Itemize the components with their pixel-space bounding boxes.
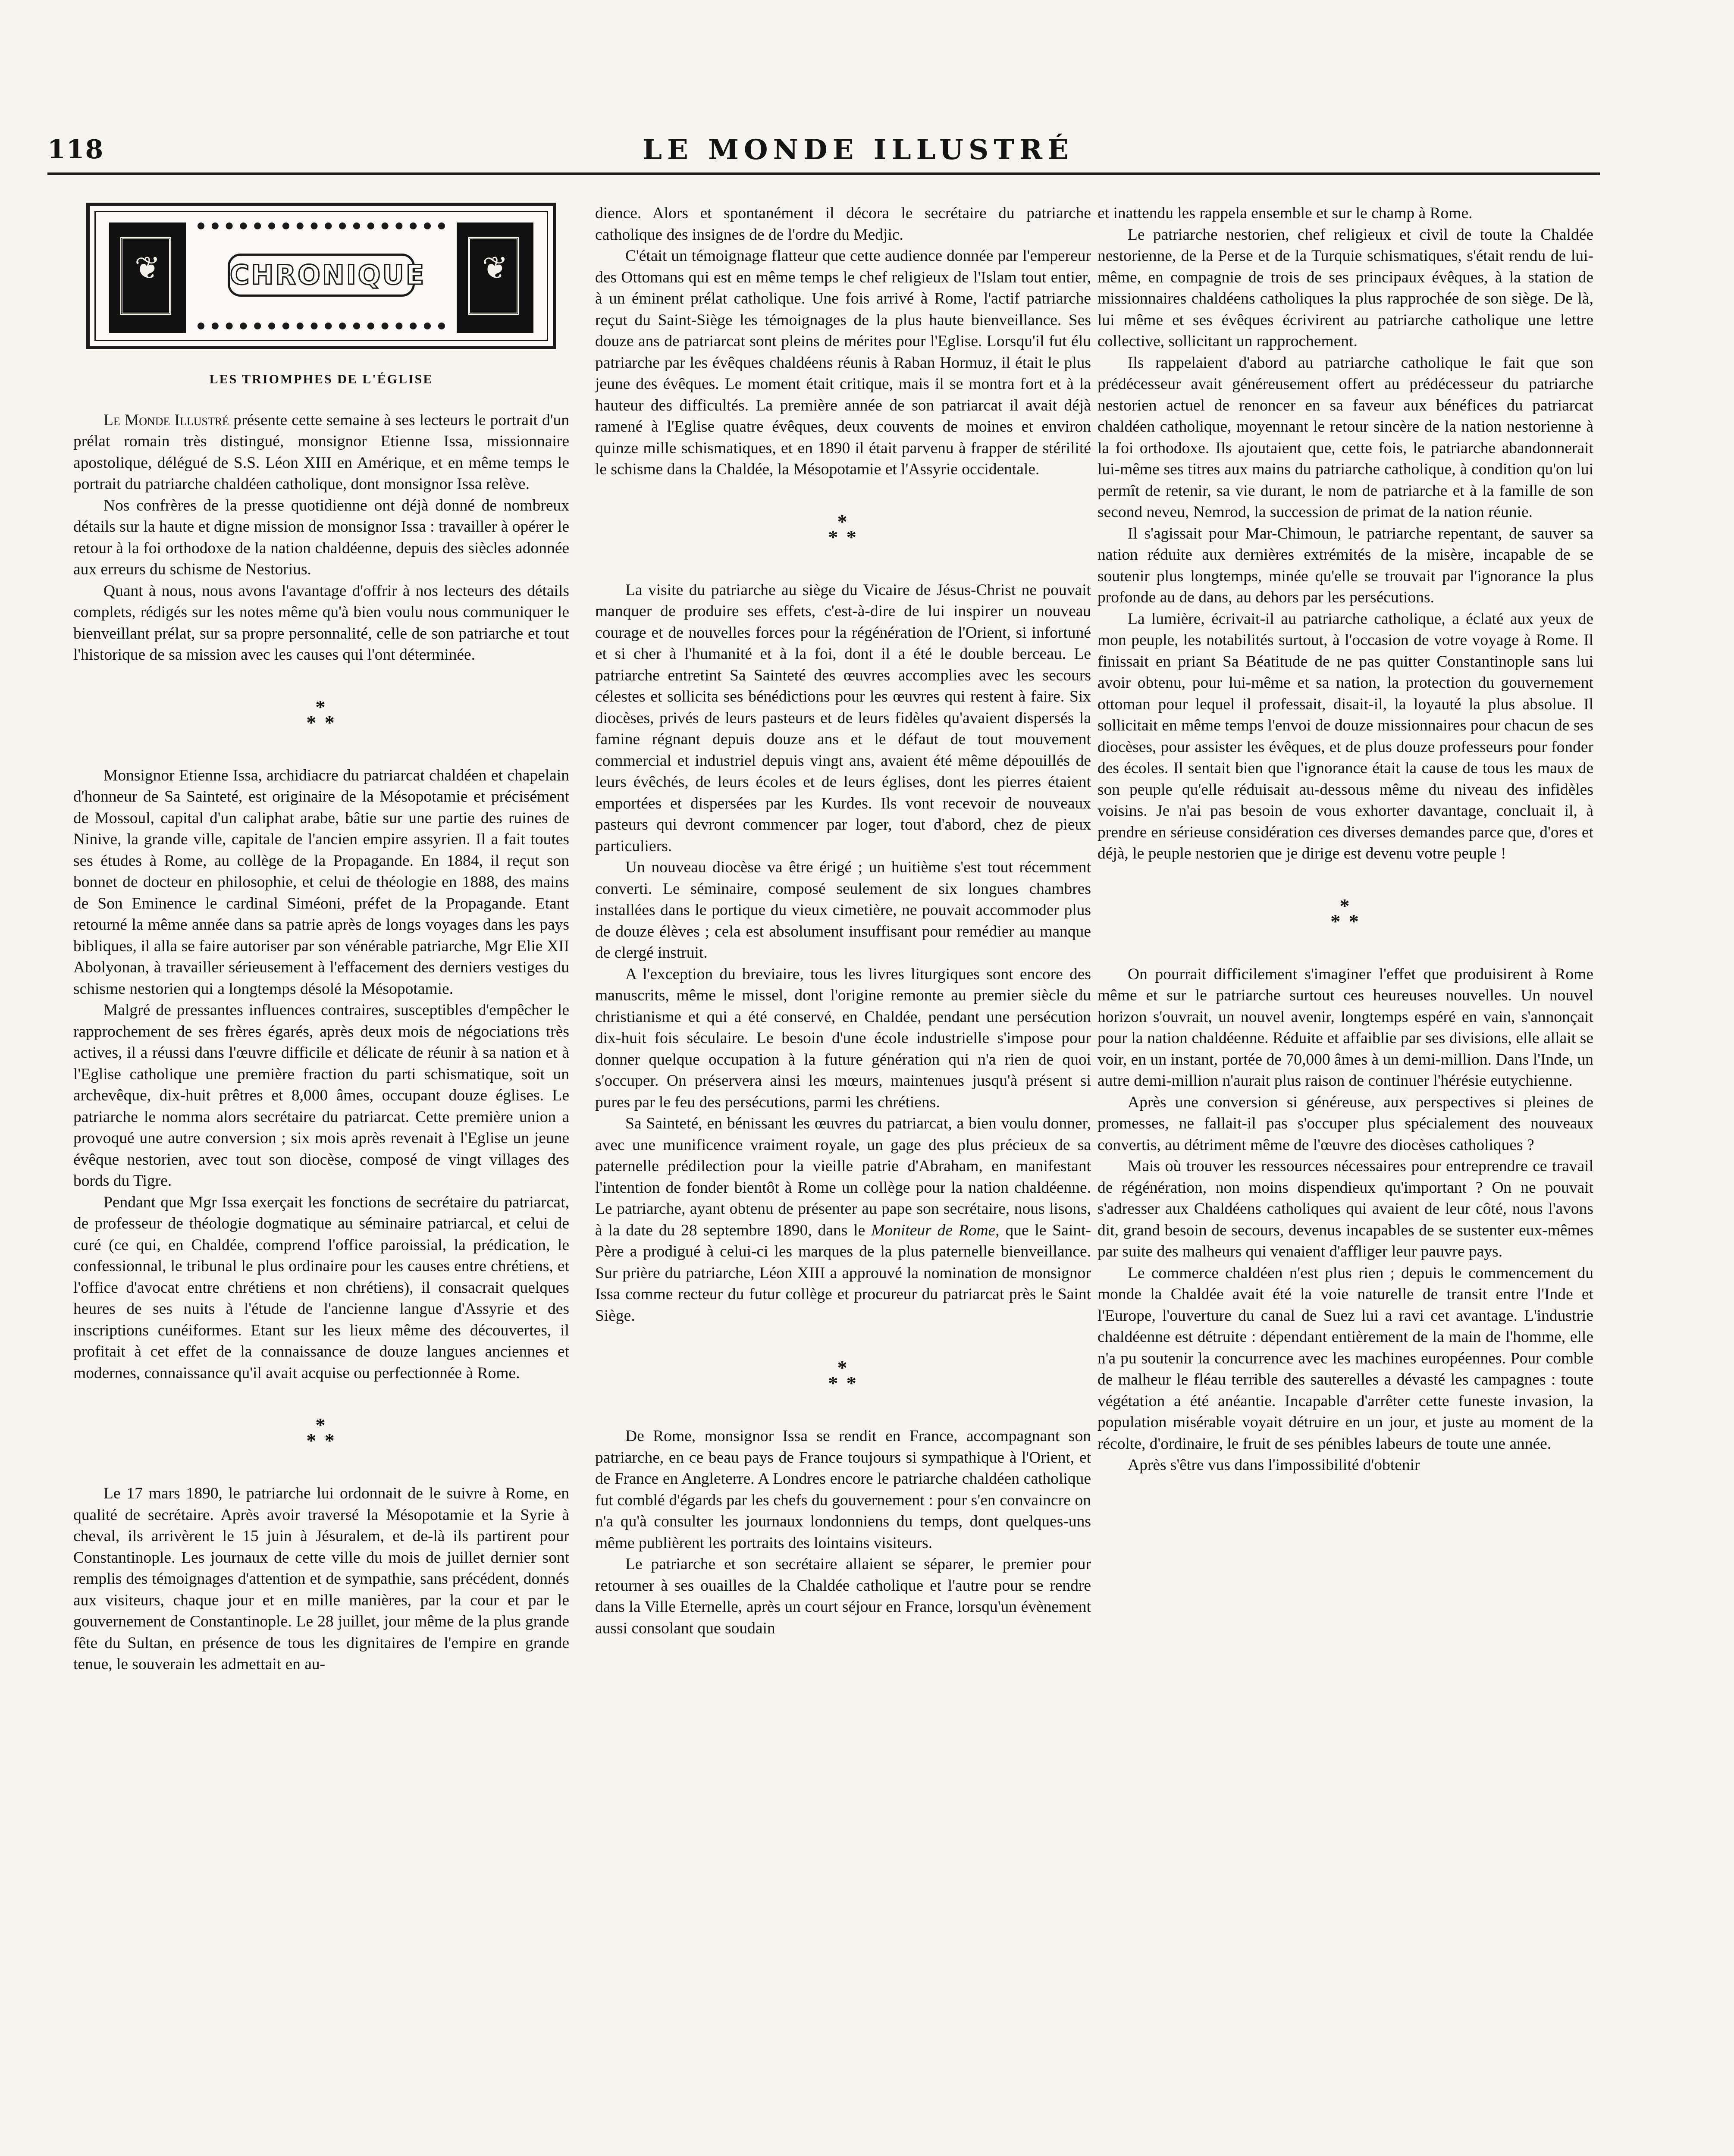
chronique-banner xyxy=(86,203,556,349)
journal-title: LE MONDE ILLUSTRÉ xyxy=(643,134,1074,166)
paragraph: On pourrait difficilement s'imaginer l'effet que produisirent à Rome même et sur le patriarche surtout ces heureuses nouvelles. Un nouvel horizon s'ouvrait, un nouvel avenir, longtemps espéré en vain, s'annonçait pour la nation chaldéenne. Réduite et affaiblie par ses divisions, elle allait se voir, en un instant, portée de 70,000 âmes à un demi-million. Dans l'Inde, un autre demi-million n'aurait plus raison de continuer l'hérésie eutychienne. xyxy=(1097,965,1593,1090)
asterism-divider: * * * xyxy=(306,696,336,733)
paragraph: Après s'être vus dans l'impossibilité d'obtenir xyxy=(1128,1456,1420,1474)
paragraph: Le Monde Illustré présente cette semaine à ses lecteurs le portrait d'un prélat romain très distingué, monsignor Etienne Issa, missionnaire apostolique, délégué de S.S. Léon XIII en Amérique, et en même temps le portrait du patriarche chaldéen catholique, dont monsignor Issa relève. xyxy=(73,411,570,493)
paragraph: Le commerce chaldéen n'est plus rien ; depuis le commencement du monde la Chaldée avait été la voie naturelle de transit entre l'Inde et l'Europe, l'ouverture du canal de Suez lui a ravi cet avantage. L'industrie chaldéenne est détruite : dépendant entièrement de la main de l'homme, elle n'a pu soutenir la concurrence avec les machines européennes. Pour comble de malheur le fléau terrible des sauterelles a dévasté les campagnes : toute végétation a été anéantie. Incapable d'arrêter cette funeste invasion, la population misérable voyait détruire en un jour, et juste au moment de la récolte, d'ordinaire, le fruit de ses pénibles labeurs de toute une année. xyxy=(1097,1264,1593,1453)
journal-name: Le Monde Illustré xyxy=(103,411,229,429)
paragraph: De Rome, monsignor Issa se rendit en France, accompagnant son patriarche, en ce beau pays de France toujours si sympathique à l'Orient, et de France en Angleterre. A Londres encore le patriarche chaldéen catholique fut comblé d'égards par les chefs du gouvernement : pour s'en convaincre on n'a qu'à consulter les journaux londonniens du temps, dont quelques-uns même publièrent les portraits des lointains visiteurs. xyxy=(595,1427,1091,1552)
paragraph: Monsignor Etienne Issa, archidiacre du patriarcat chaldéen et chapelain d'honneur de Sa Sainteté, est originaire de la Mésopotamie et précisément de Mossoul, capital d'un caliphat arabe, bâtie sur une partie des ruines de Ninive, la grande ville, capitale de l'ancien empire assyrien. Il a fait toutes ses études à Rome, au collège de la Propagande. En 1884, il reçut son bonnet de docteur en philosophie, et celui de théologie en 1888, des mains de Son Eminence le cardinal Siméoni, préfet de la Propagande. Etant retourné la même année dans sa patrie après de longs voyages dans les pays bibliques, il alla se faire autoriser par son vénérable patriarche, Mgr Elie XII Abolyonan, à travailler sérieusement à l'effacement des derniers vestiges du schisme nestorien qui a longtemps désolé la Mésopotamie. xyxy=(73,766,569,998)
asterism-divider: * * * xyxy=(1330,894,1361,932)
paragraph: Quant à nous, nous avons l'avantage d'offrir à nos lecteurs des détails complets, rédigés sur les notes même qu'à bien voulu nous communiquer le bienveillant prélat, sur sa propre personnalité, celle de son patriarche et tout l'historique de sa mission avec les causes qui l'ont déterminée. xyxy=(73,582,569,664)
paragraph: C'était un témoignage flatteur que cette audience donnée par l'empereur des Ottomans qui est en même temps le chef religieux de l'Islam tout entier, à un éminent prélat catholique. Une fois arrivé à Rome, l'actif patriarche reçut du Saint-Siège les témoignages de la plus haute bienveillance. Ses douze ans de patriarcat sont pleins de mérites pour l'Eglise. Lorsqu'il fut élu patriarche par les évêques chaldéens réunis à Raban Hormuz, il était le plus jeune des évêques. Le moment était critique, mais il se montra fort et à la hauteur des difficultés. La première année de son patriarcat il avait déjà ramené à l'Eglise quatre évêques, deux couvents de moines et environ quinze mille schismatiques, et en 1890 il était parvenu à frapper de stérilité le schisme dans la Chaldée, la Mésopotamie et l'Assyrie occidentale. xyxy=(595,247,1091,478)
page-header xyxy=(47,134,1600,175)
paragraph: dience. Alors et spontanément il décora le secrétaire du patriarche catholique des insignes de de l'ordre du Medjic. xyxy=(595,204,1091,244)
article-column-2 xyxy=(595,203,1091,2156)
paragraph: Le patriarche et son secrétaire allaient se séparer, le premier pour retourner à ses ouailles de la Chaldée catholique et l'autre pour se rendre dans la Ville Eternelle, après un court séjour en France, lorsqu'un évènement aussi consolant que soudain xyxy=(595,1555,1091,1637)
banner-ornament-left xyxy=(109,222,186,333)
paragraph: Un nouveau diocèse va être érigé ; un huitième s'est tout récemment converti. Le séminaire, composé seulement de six longues chambres installées dans le portique du vieux cimetière, ne pouvait accommoder plus de douze élèves ; cela est absolument insuffisant pour remédier au manque de clergé instruit. xyxy=(595,859,1091,962)
asterism-divider: * * * xyxy=(828,1357,858,1394)
paragraph: La visite du patriarche au siège du Vicaire de Jésus-Christ ne pouvait manquer de produire ses effets, c'est-à-dire de lui inspirer un nouveau courage et de nouvelles forces pour la régénération de l'Orient, si infortuné et si cher à l'humanité et à la foi, dont il a été le double berceau. Le patriarche entretint Sa Sainteté des œuvres accomplies avec les secours célestes et sollicita ses bénédictions pour les œuvres qui restent à faire. Six diocèses, privés de leurs pasteurs et de leurs fidèles qu'avaient dispersés la famine régnant depuis douze ans et le défaut de tout mouvement commercial et industriel depuis vingt ans, avaient été même dépouillés de leurs évêchés, de leurs écoles et de leurs églises, dont les pierres étaient emportées et dispersées par les Kurdes. Ils vont recevoir de nouveaux pasteurs qui devront commencer par loger, tout d'abord, chez de pieux particuliers. xyxy=(595,581,1091,855)
wreath-ornament-icon: ❦ xyxy=(482,251,508,285)
asterism-divider: * * * xyxy=(828,510,858,548)
paragraph: Le 17 mars 1890, le patriarche lui ordonnait de le suivre à Rome, en qualité de secrétaire. Après avoir traversé la Mésopotamie et la Syrie à cheval, ils arrivèrent le 15 juin à Jésuralem, et de-là ils partirent pour Constantinople. Les journaux de cette ville du mois de juillet dernier sont remplis des témoignages d'attention et de sympathie, sans précédent, donnés aux visiteurs, chaque jour et en mille manières, par la cour et par le gouvernement de Constantinople. Le 28 juillet, jour même de la plus grande fête du Sultan, en présence de tous les dignitaires de l'empire en grande tenue, le souverain les admettait en au- xyxy=(73,1485,569,1673)
page-number: 118 xyxy=(47,135,104,165)
banner-title: CHRONIQUE xyxy=(230,259,426,291)
asterism-divider: * * * xyxy=(306,1414,336,1451)
paragraph: Mais où trouver les ressources nécessaires pour entreprendre ce travail de régénération, non moins dispendieux qu'important ? On ne pouvait s'adresser aux Chaldéens catholiques qui avaient de leur côté, nous l'avons dit, grand besoin de secours, devenus incapables de se sustenter eux-mêmes par suite des malheurs qui venaient d'affliger leur pauvre pays. xyxy=(1097,1157,1593,1260)
paragraph: Malgré de pressantes influences contraires, susceptibles d'empêcher le rapprochement de ses frères égarés, après deux mois de négociations très actives, il a réussi dans l'œuvre difficile et délicate de réunir à sa nation et à l'Eglise catholique une première fraction du parti schismatique, soit un archevêque, dix-huit prêtres et 8,000 âmes, occupant douze églises. Le patriarche le nomma alors secrétaire du patriarcat. Cette première union a provoqué une autre conversion ; six mois après revenait à l'Eglise un jeune évêque nestorien, avec tout son diocèse, composé de vingt villages des bords du Tigre. xyxy=(73,1001,569,1190)
wreath-ornament-icon: ❦ xyxy=(134,251,161,285)
banner-ornament-right xyxy=(457,222,533,333)
paragraph: Pendant que Mgr Issa exerçait les fonctions de secrétaire du patriarcat, de professeur de théologie dogmatique au séminaire patriarcal, et celui de curé (ce qui, en Chaldée, comprend l'office paroissial, la prédication, le confessionnal, le tribunal le plus ordinaire pour les causes entre chrétiens, et l'office d'avocat entre chrétiens et non chrétiens), il consacrait quelques heures de ses nuits à l'étude de l'ancienne langue d'Assyrie et des inscriptions cunéiformes. Etant sur les lieux même des découvertes, il profitait à cet effet de la connaissance de douze langues anciennes et modernes, connaissance qu'il avait acquise ou perfectionnée à Rome. xyxy=(73,1193,569,1382)
paragraph: A l'exception du breviaire, tous les livres liturgiques sont encore des manuscrits, même le missel, dont l'origine remonte au premier siècle du christianisme et qui a été conservé, en Chaldée, pendant une persécution dix-huit fois séculaire. Le besoin d'une école industrielle s'impose pour donner quelque occupation à la future génération qui n'a rien de quoi s'occuper. On préservera ainsi les mœurs, maintenues jusqu'à présent si pures par le feu des persécutions, parmi les chrétiens. xyxy=(595,965,1091,1111)
newspaper-title: Moniteur de Rome xyxy=(871,1221,996,1239)
paragraph: La lumière, écrivait-il au patriarche catholique, a éclaté aux yeux de mon peuple, les notabilités surtout, à l'occasion de votre voyage à Rome. Il finissait en priant Sa Béatitude de ne pas quitter Constantinople sans lui avoir obtenu, pour lui-même et sa nation, la protection du gouvernement ottoman pour lequel il professait, disait-il, la loyauté la plus absolue. Il sollicitait en même temps l'envoi de douze missionnaires pour chacun de ses diocèses, pour assister les évêques, et de plus douze professeurs pour fonder des écoles. Il sentait bien que l'ignorance était la cause de tous les maux de son peuple qu'elle réduisait au-dessous même du niveau des infidèles voisins. Je n'ai pas besoin de vous exhorter davantage, concluait il, à prendre en sérieuse considération ces diverses demandes parce que, d'ores et déjà, le peuple nestorien que je dirige est devenu votre peuple ! xyxy=(1097,610,1593,862)
banner-title-box xyxy=(228,254,426,297)
paragraph: et inattendu les rappela ensemble et sur le champ à Rome. xyxy=(1097,204,1473,222)
paragraph: Nos confrères de la presse quotidienne ont déjà donné de nombreux détails sur la haute et digne mission de monsignor Issa : travailler à opérer le retour à la foi orthodoxe de la nation chaldéenne, depuis des siècles adonnée aux erreurs du schisme de Nestorius. xyxy=(73,496,569,578)
paragraph: Le patriarche nestorien, chef religieux et civil de toute la Chaldée nestorienne, de la Perse et de la Turquie schismatiques, s'était rendu de lui-même, en compagnie de trois de ses principaux évêques, à la station de missionnaires chaldéens catholiques la plus rapprochée de son siège. De là, lui même et ses évêques écrivirent au patriarche catholique une lettre collective, sollicitant un rapprochement. xyxy=(1097,226,1593,350)
article-column-3 xyxy=(1097,203,1593,2156)
article-column-1 xyxy=(73,203,569,2156)
paragraph: Ils rappelaient d'abord au patriarche catholique le fait que son prédécesseur avait généreusement offert au prédécesseur du patriarche nestorien actuel de renoncer en sa faveur aux bénéfices du patriarcat chaldéen catholique, moyennant le retour sincère de la nation nestorienne à la foi orthodoxe. Ils ajoutaient que, cette fois, le patriarche abandonnerait lui-même ses titres aux mains du patriarche catholique, à condition qu'on lui permît de retenir, sa vie durant, le nom de patriarche et à la famille de son second neveu, Nemrod, la succession de primat de la nation réunie. xyxy=(1097,354,1593,521)
section-heading: LES TRIOMPHES DE L'ÉGLISE xyxy=(209,372,433,386)
paragraph: Il s'agissait pour Mar-Chimoun, le patriarche repentant, de sauver sa nation réduite aux dernières extrémités de la misère, incapable de se soutenir plus longtemps, minée qu'elle se trouvait par l'ignorance la plus profonde au de dans, au dehors par les persécutions. xyxy=(1097,524,1593,606)
paragraph: Après une conversion si généreuse, aux perspectives si pleines de promesses, ne fallait-il pas s'occuper plus spécialement des nouveaux convertis, au détriment même de l'œuvre des diocèses catholiques ? xyxy=(1097,1093,1593,1154)
paragraph: Sa Sainteté, en bénissant les œuvres du patriarcat, a bien voulu donner, avec une munificence vraiment royale, un gage des plus précieux de sa paternelle prédilection pour la vieille patrie d'Abraham, en manifestant l'intention de fonder bientôt à Rome un collège pour la nation chaldéenne. Le patriarche, ayant obtenu de présenter au pape son secrétaire, nous lisons, à la date du 28 septembre 1890, dans le Moniteur de Rome, que le Saint-Père a prodigué à celui-ci les marques de la plus paternelle bienveillance. Sur prière du patriarche, Léon XIII a approuvé la nomination de monsignor Issa comme recteur du futur collège et procureur du patriarcat près le Saint Siège. xyxy=(595,1115,1091,1325)
